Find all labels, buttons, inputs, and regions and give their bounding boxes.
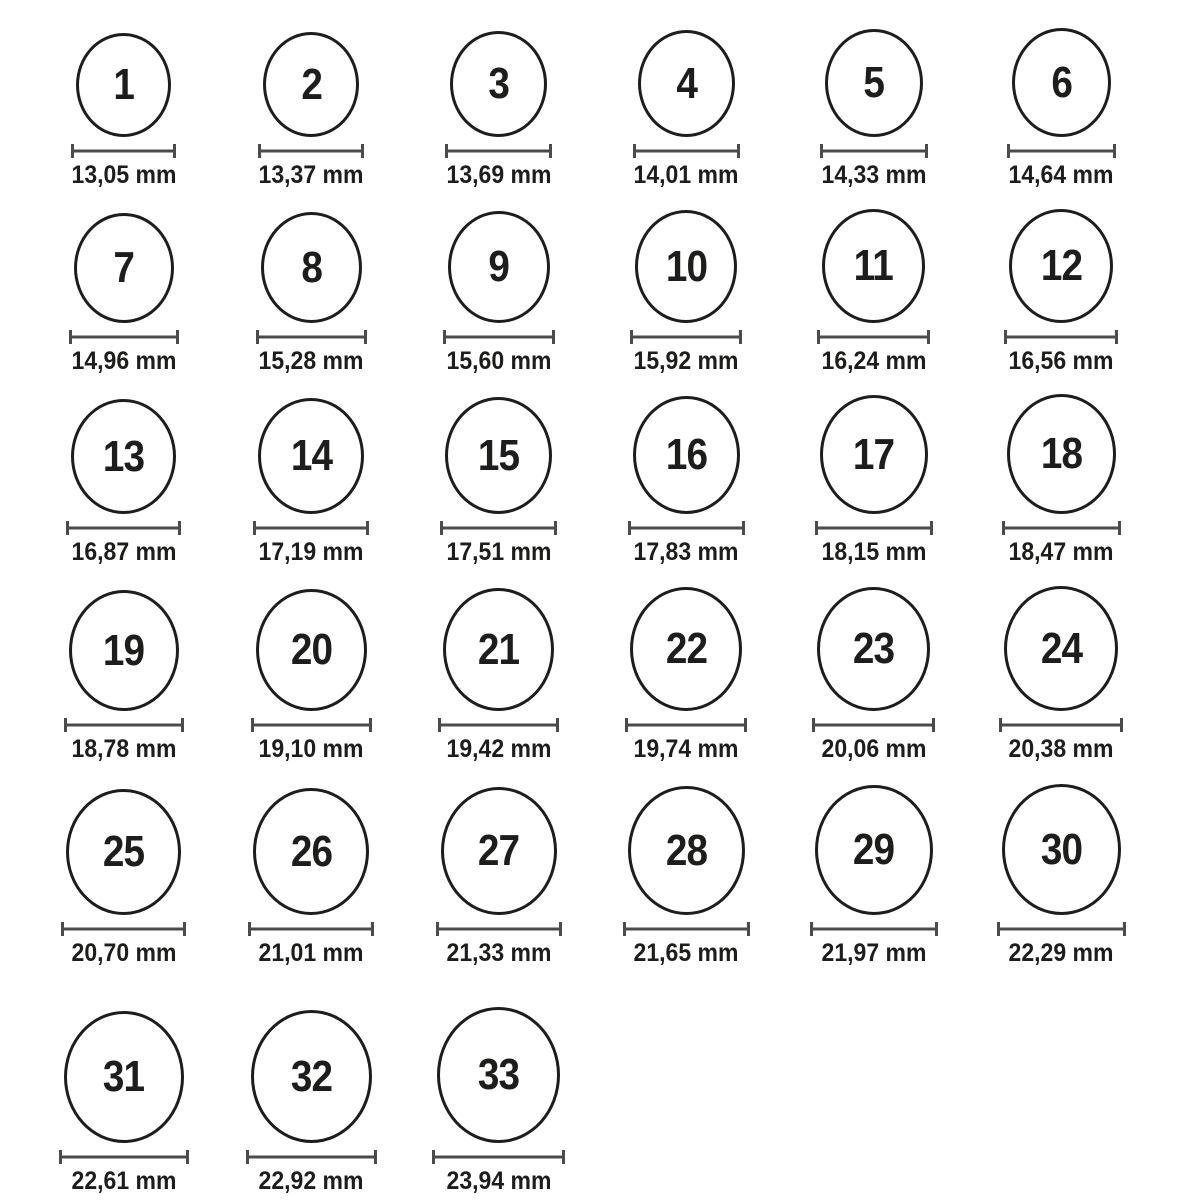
ring-size-cell xyxy=(968,768,1156,972)
size-row xyxy=(30,768,1200,972)
ring-size-cell xyxy=(218,972,406,1200)
diameter-label: 20,70 mm xyxy=(71,939,177,968)
diameter-label: 19,10 mm xyxy=(258,735,364,764)
diameter-label: 17,83 mm xyxy=(633,538,739,567)
diameter-measure-line xyxy=(1007,144,1116,158)
ring-circle xyxy=(263,32,359,137)
ring-circle xyxy=(448,211,550,323)
ring-circle xyxy=(261,212,362,323)
ring-size-cell xyxy=(780,768,968,972)
diameter-measure-line xyxy=(438,718,559,732)
ring-size-cell xyxy=(593,768,781,972)
diameter-label: 23,94 mm xyxy=(446,1167,552,1196)
ring-size-cell xyxy=(218,380,406,571)
ring-size-number: 28 xyxy=(665,825,707,875)
ring-size-cell xyxy=(780,194,968,380)
diameter-label: 15,60 mm xyxy=(446,347,552,376)
diameter-measure-line xyxy=(630,330,742,344)
ring-size-cell xyxy=(593,194,781,380)
ring-size-cell xyxy=(218,194,406,380)
ring-size-number: 2 xyxy=(300,59,322,109)
ring-circle xyxy=(822,209,925,323)
diameter-measure-line xyxy=(1002,521,1121,535)
diameter-measure-line xyxy=(258,144,364,158)
diameter-label: 17,19 mm xyxy=(258,538,364,567)
diameter-measure-line xyxy=(61,922,186,936)
ring-size-number: 7 xyxy=(113,243,135,293)
ring-size-cell xyxy=(593,571,781,768)
ring-size-cell xyxy=(593,380,781,571)
ring-circle xyxy=(69,590,179,711)
ring-circle xyxy=(817,587,930,711)
ring-size-number: 4 xyxy=(675,58,697,108)
ring-size-number: 33 xyxy=(478,1050,520,1100)
ring-size-number: 16 xyxy=(665,430,707,480)
diameter-label: 18,78 mm xyxy=(71,735,177,764)
ring-circle xyxy=(825,29,923,137)
diameter-measure-line xyxy=(436,922,562,936)
diameter-measure-line xyxy=(256,330,367,344)
diameter-measure-line xyxy=(432,1150,565,1164)
ring-size-number: 20 xyxy=(290,625,332,675)
ring-size-number: 27 xyxy=(478,826,520,876)
ring-size-number: 6 xyxy=(1050,57,1072,107)
ring-size-number: 14 xyxy=(290,431,332,481)
ring-size-cell xyxy=(405,2,593,194)
ring-size-cell xyxy=(405,768,593,972)
ring-circle xyxy=(256,589,367,711)
ring-size-cell xyxy=(30,972,218,1200)
ring-circle xyxy=(251,1010,372,1143)
diameter-label: 15,92 mm xyxy=(633,347,739,376)
diameter-measure-line xyxy=(445,144,552,158)
diameter-measure-line xyxy=(810,922,938,936)
diameter-measure-line xyxy=(253,521,369,535)
ring-circle xyxy=(258,398,364,514)
ring-size-number: 11 xyxy=(854,241,894,291)
size-row xyxy=(30,2,1200,194)
ring-size-number: 24 xyxy=(1040,623,1082,673)
ring-size-number: 22 xyxy=(665,624,707,674)
diameter-measure-line xyxy=(812,718,935,732)
ring-circle xyxy=(1004,586,1118,711)
size-row xyxy=(30,380,1200,571)
diameter-measure-line xyxy=(1004,330,1118,344)
diameter-label: 21,97 mm xyxy=(821,939,927,968)
diameter-measure-line xyxy=(997,922,1126,936)
diameter-label: 21,65 mm xyxy=(633,939,739,968)
ring-size-number: 21 xyxy=(478,624,520,674)
diameter-measure-line xyxy=(443,330,555,344)
diameter-label: 21,01 mm xyxy=(258,939,364,968)
ring-circle xyxy=(630,587,742,711)
ring-size-number: 31 xyxy=(103,1052,145,1102)
diameter-measure-line xyxy=(248,922,374,936)
diameter-label: 14,64 mm xyxy=(1008,161,1114,190)
diameter-label: 18,15 mm xyxy=(821,538,927,567)
ring-size-number: 19 xyxy=(103,625,145,675)
ring-circle xyxy=(76,33,171,137)
ring-circle xyxy=(71,399,176,514)
ring-circle xyxy=(441,787,557,915)
diameter-label: 22,29 mm xyxy=(1008,939,1114,968)
diameter-measure-line xyxy=(69,330,179,344)
ring-size-number: 10 xyxy=(665,241,707,291)
ring-size-number: 12 xyxy=(1040,241,1082,291)
ring-size-cell xyxy=(968,2,1156,194)
diameter-label: 14,96 mm xyxy=(71,347,177,376)
diameter-measure-line xyxy=(628,521,745,535)
ring-size-number: 17 xyxy=(853,429,895,479)
diameter-label: 13,37 mm xyxy=(258,161,364,190)
diameter-label: 19,42 mm xyxy=(446,735,552,764)
ring-size-number: 3 xyxy=(488,59,510,109)
diameter-label: 17,51 mm xyxy=(446,538,552,567)
diameter-measure-line xyxy=(820,144,928,158)
ring-size-cell xyxy=(405,972,593,1200)
ring-circle xyxy=(64,1011,184,1143)
ring-size-cell xyxy=(30,571,218,768)
diameter-measure-line xyxy=(817,330,930,344)
ring-circle xyxy=(1002,784,1121,915)
ring-circle xyxy=(628,786,745,915)
diameter-label: 16,87 mm xyxy=(71,538,177,567)
ring-size-cell xyxy=(780,571,968,768)
diameter-label: 13,05 mm xyxy=(71,161,177,190)
ring-size-number: 18 xyxy=(1040,429,1082,479)
ring-size-cell xyxy=(780,2,968,194)
diameter-measure-line xyxy=(440,521,557,535)
diameter-measure-line xyxy=(623,922,750,936)
ring-circle xyxy=(820,395,928,514)
diameter-label: 16,24 mm xyxy=(821,347,927,376)
ring-size-cell xyxy=(218,768,406,972)
ring-size-cell xyxy=(405,194,593,380)
diameter-label: 14,01 mm xyxy=(633,161,739,190)
ring-circle xyxy=(443,588,554,711)
size-row xyxy=(30,972,1200,1200)
diameter-measure-line xyxy=(251,718,372,732)
ring-size-cell xyxy=(968,194,1156,380)
ring-size-cell xyxy=(780,380,968,571)
ring-size-number: 30 xyxy=(1040,824,1082,874)
diameter-measure-line xyxy=(66,521,181,535)
diameter-measure-line xyxy=(999,718,1123,732)
ring-size-cell xyxy=(968,571,1156,768)
diameter-label: 16,56 mm xyxy=(1008,347,1114,376)
ring-circle xyxy=(635,210,737,323)
diameter-measure-line xyxy=(59,1150,189,1164)
diameter-measure-line xyxy=(246,1150,377,1164)
ring-size-number: 5 xyxy=(863,58,885,108)
ring-circle xyxy=(633,396,740,514)
ring-size-cell xyxy=(30,194,218,380)
diameter-label: 21,33 mm xyxy=(446,939,552,968)
ring-circle xyxy=(815,785,933,915)
diameter-label: 15,28 mm xyxy=(258,347,364,376)
ring-circle xyxy=(1012,28,1111,137)
ring-size-cell xyxy=(30,380,218,571)
diameter-label: 20,06 mm xyxy=(821,735,927,764)
ring-circle xyxy=(450,31,547,137)
ring-size-number: 23 xyxy=(853,624,895,674)
ring-size-cell xyxy=(30,2,218,194)
size-row xyxy=(30,571,1200,768)
diameter-label: 14,33 mm xyxy=(821,161,927,190)
ring-size-number: 15 xyxy=(478,430,520,480)
ring-size-cell xyxy=(405,380,593,571)
size-row xyxy=(30,194,1200,380)
ring-circle xyxy=(74,213,174,323)
ring-size-cell xyxy=(30,768,218,972)
ring-size-number: 32 xyxy=(290,1051,332,1101)
ring-circle xyxy=(445,397,552,514)
ring-size-cell xyxy=(593,2,781,194)
diameter-measure-line xyxy=(64,718,184,732)
ring-circle xyxy=(437,1007,560,1143)
diameter-label: 22,92 mm xyxy=(258,1167,364,1196)
diameter-label: 18,47 mm xyxy=(1008,538,1114,567)
ring-size-number: 9 xyxy=(488,242,510,292)
ring-size-number: 25 xyxy=(103,827,145,877)
diameter-label: 20,38 mm xyxy=(1008,735,1114,764)
ring-size-number: 13 xyxy=(103,431,145,481)
ring-circle xyxy=(66,789,181,915)
ring-size-number: 29 xyxy=(853,825,895,875)
ring-size-cell xyxy=(968,380,1156,571)
ring-size-number: 8 xyxy=(300,242,322,292)
diameter-label: 19,74 mm xyxy=(633,735,739,764)
diameter-label: 13,69 mm xyxy=(446,161,552,190)
ring-circle xyxy=(253,788,369,915)
diameter-measure-line xyxy=(815,521,933,535)
diameter-measure-line xyxy=(625,718,747,732)
ring-circle xyxy=(1007,394,1116,514)
ring-size-cell xyxy=(405,571,593,768)
ring-size-number: 26 xyxy=(290,826,332,876)
ring-size-number: 1 xyxy=(113,60,135,110)
diameter-measure-line xyxy=(633,144,740,158)
diameter-measure-line xyxy=(71,144,176,158)
ring-size-cell xyxy=(218,2,406,194)
diameter-label: 22,61 mm xyxy=(71,1167,177,1196)
ring-circle xyxy=(638,30,735,137)
ring-circle xyxy=(1009,209,1113,323)
ring-size-cell xyxy=(218,571,406,768)
